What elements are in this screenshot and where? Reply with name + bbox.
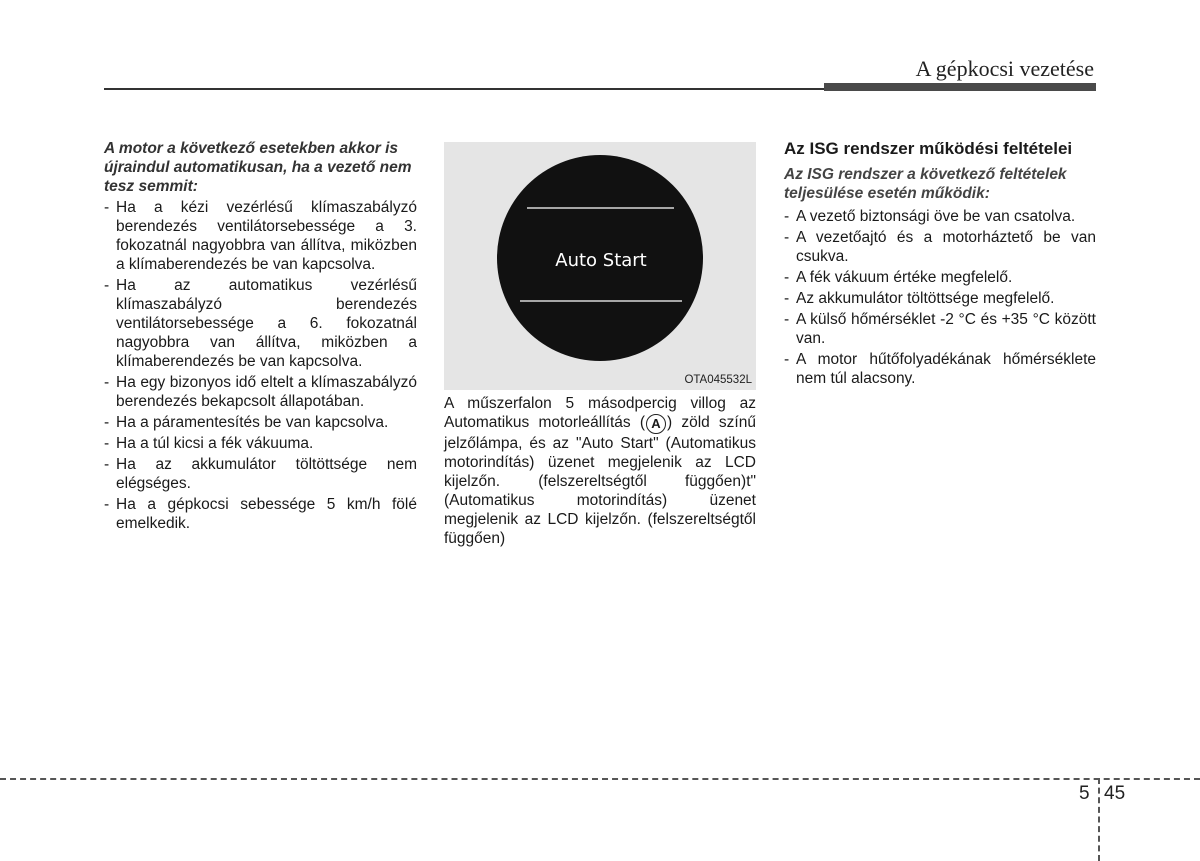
list-item: - Ha a gépkocsi sebessége 5 km/h fölé emelkedik.: [104, 496, 417, 532]
section-heading: Az ISG rendszer működési feltételei: [784, 139, 1073, 158]
middle-column: [444, 394, 756, 548]
header-rule-accent: [824, 83, 1096, 91]
list-item: - Ha egy bizonyos idő eltelt a klímaszabályzó berendezés bekapcsolt állapotában.: [104, 374, 417, 410]
auto-stop-indicator-icon: A: [646, 414, 666, 434]
list-item: - Ha az automatikus vezérlésű klímaszabályzó berendezés ventilátorsebessége a 6. fokozatnál nagyobbra van állítva, miközben a klímaberendezés be van kapcsolva.: [104, 277, 417, 370]
auto-start-display-figure: [444, 142, 756, 390]
list-item: - Ha a túl kicsi a fék vákuuma.: [104, 435, 314, 452]
footer-vertical-divider: [1098, 778, 1100, 861]
operating-conditions-list: [784, 207, 1096, 388]
figure-code: OTA045532L: [684, 374, 752, 386]
restart-conditions-list: [104, 198, 417, 533]
list-item: - A külső hőmérséklet -2 °C és +35 °C között van.: [784, 311, 1096, 347]
list-item: - Ha a páramentesítés be van kapcsolva.: [104, 414, 389, 431]
lcd-display-illustration: [444, 142, 756, 390]
page-header-title: A gépkocsi vezetése: [915, 56, 1094, 81]
left-intro: A motor a következő esetekben akkor is újraindul automatikusan, ha a vezető nem tesz semmit:: [104, 140, 412, 195]
chapter-number: 5: [1079, 783, 1090, 804]
auto-start-description: A műszerfalon 5 másodpercig villog az Automatikus motorleállítás ( A ) zöld színű jelzőlámpa, és az "Auto Start" (Automatikus motorindítás) üzenet megjelenik az LCD kijelzőn. (felszereltségtől függően)t" (Automatikus motorindítás) üzenet megjelenik az LCD kijelzőn. (felszereltségtől függően): [444, 395, 756, 547]
right-column: [784, 139, 1096, 390]
list-item: - A motor hűtőfolyadékának hőmérséklete nem túl alacsony.: [784, 351, 1096, 387]
list-item: - A fék vákuum értéke megfelelő.: [784, 269, 1013, 286]
list-item: - Az akkumulátor töltöttsége megfelelő.: [784, 290, 1055, 307]
footer-divider: [0, 778, 1200, 780]
display-message: Auto Start: [555, 250, 647, 271]
list-item: - Ha a kézi vezérlésű klímaszabályzó berendezés ventilátorsebessége a 3. fokozatnál nagyobbra van állítva, miközben a klímaberendezés be van kapcsolva.: [104, 199, 417, 273]
section-subheading: Az ISG rendszer a következő feltételek teljesülése esetén működik:: [784, 166, 1067, 202]
list-item: - A vezetőajtó és a motorháztető be van csukva.: [784, 229, 1096, 265]
list-item: - A vezető biztonsági öve be van csatolva.: [784, 208, 1076, 225]
left-column: [104, 139, 417, 535]
page-number: 45: [1104, 783, 1126, 804]
list-item: - Ha az akkumulátor töltöttsége nem elégséges.: [104, 456, 417, 492]
